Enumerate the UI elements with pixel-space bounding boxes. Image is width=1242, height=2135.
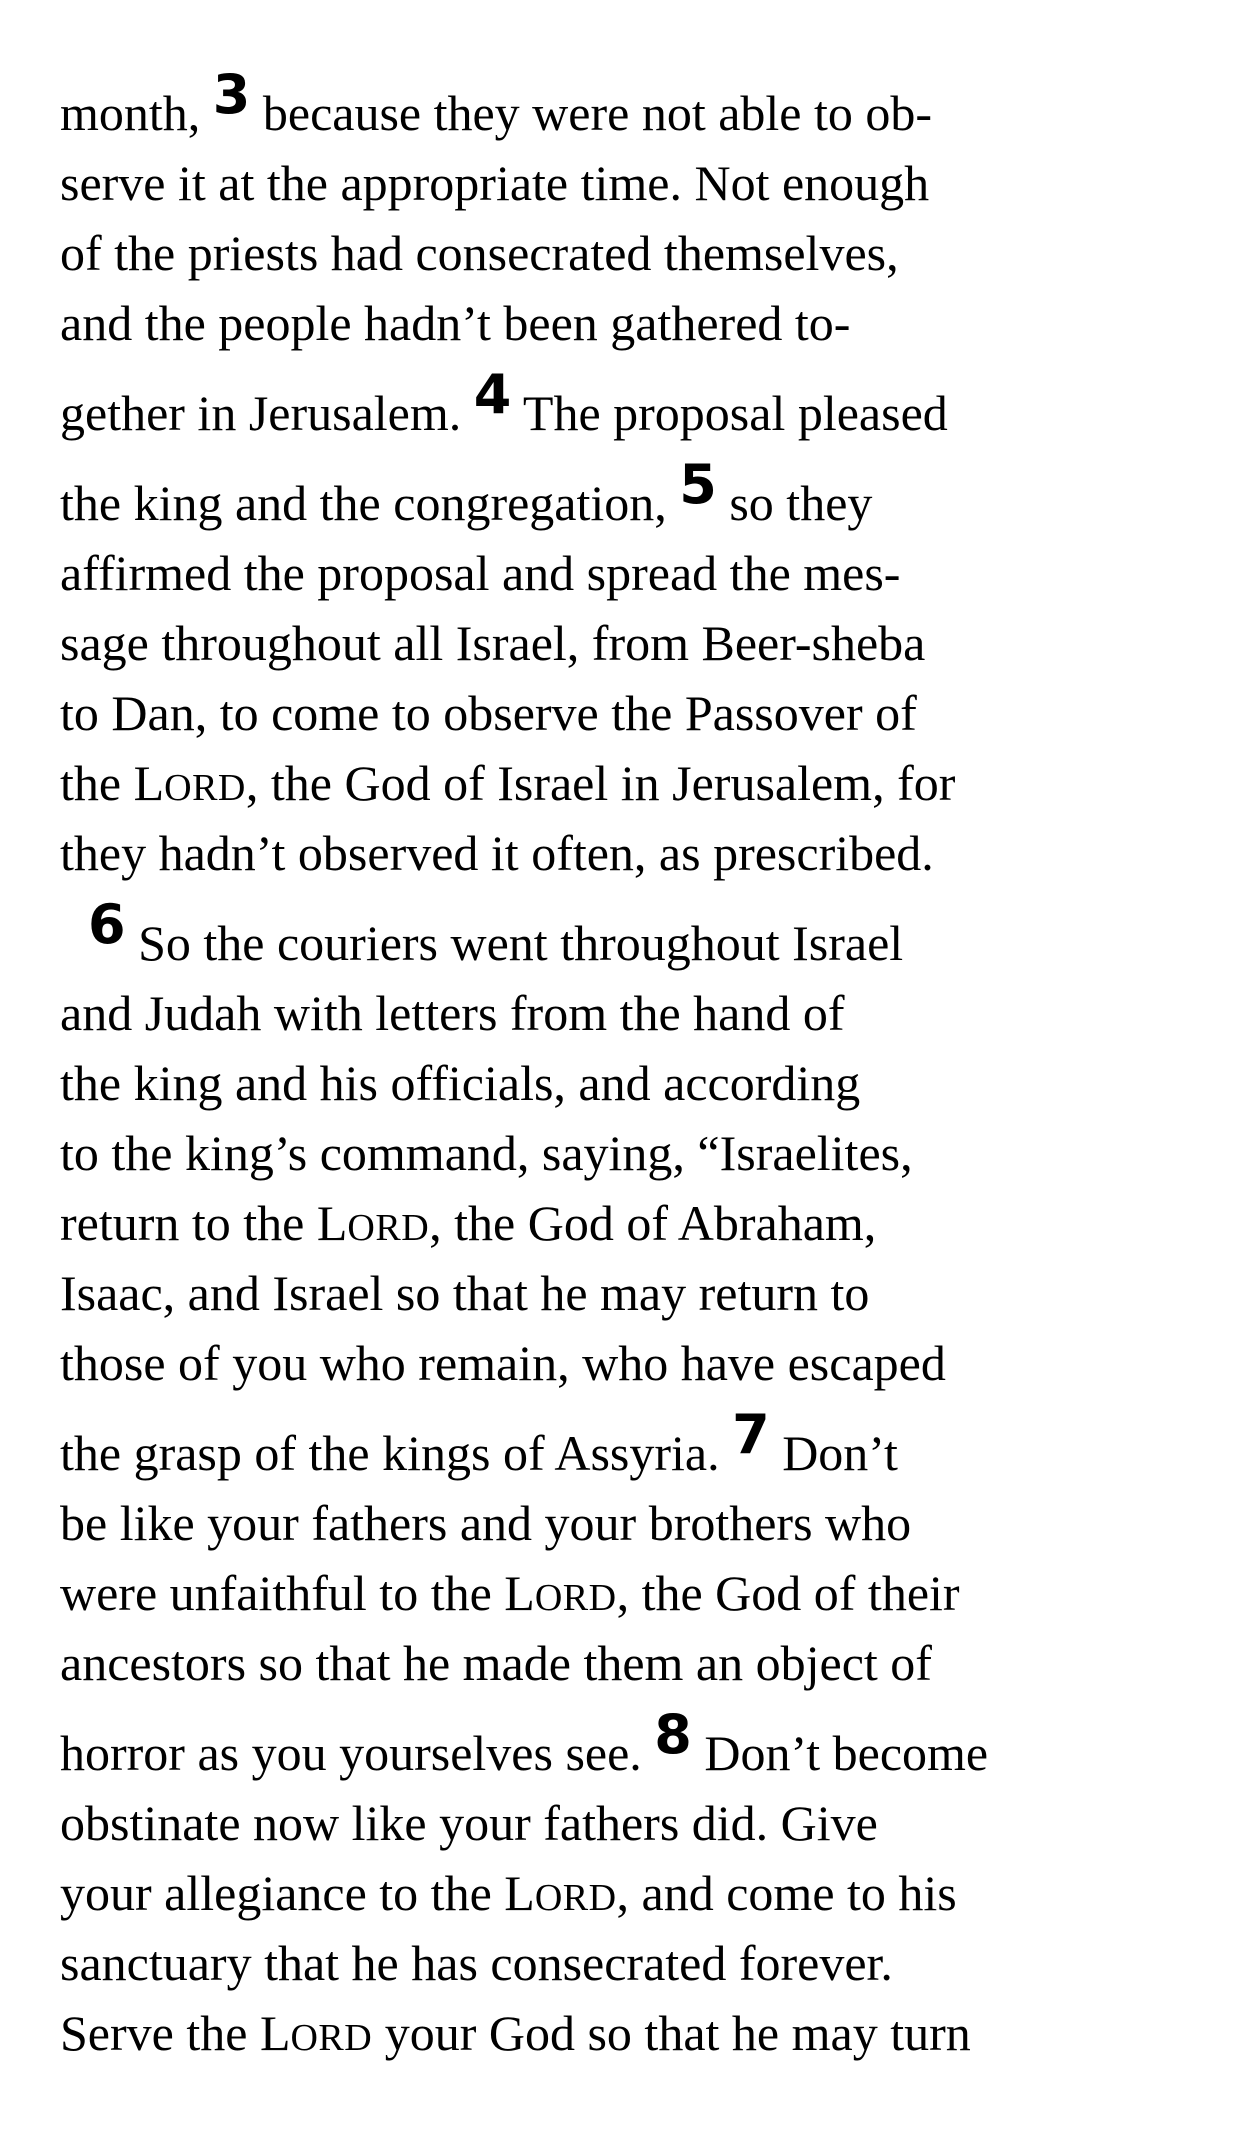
verse-number: 6 (88, 893, 126, 956)
divine-name-smallcaps: LORD (504, 1565, 617, 1621)
text-run: so they (716, 475, 873, 531)
verse-number: 7 (732, 1403, 770, 1466)
text-line (60, 1328, 1190, 1398)
text-run: The proposal pleased (511, 385, 948, 441)
text-run: and Judah with letters from the hand of (60, 985, 845, 1041)
divine-name-smallcaps: LORD (133, 755, 246, 811)
text-line (60, 1788, 1190, 1858)
text-run: Isaac, and Israel so that he may return to (60, 1265, 870, 1321)
text-run: the grasp of the kings of Assyria. (60, 1425, 733, 1481)
text-run: the king and the congregation, (60, 475, 680, 531)
verse-number: 4 (473, 363, 512, 426)
text-run: , and come to his (616, 1865, 957, 1921)
text-run: your God so that he may turn (372, 2005, 971, 2061)
text-run: month, (60, 85, 213, 141)
divine-name-smallcaps-tail: ORD (534, 1877, 617, 1919)
divine-name-smallcaps: LORD (504, 1865, 617, 1921)
text-line (60, 1488, 1190, 1558)
text-run: the (60, 755, 134, 811)
divine-name-smallcaps: LORD (316, 1195, 430, 1251)
text-run: Don’t become (691, 1725, 989, 1781)
text-line (60, 1928, 1190, 1998)
text-run: of the priests had consecrated themselves, (60, 225, 899, 281)
text-run: to the king’s command, saying, “Israelites, (60, 1125, 913, 1181)
text-run: horror as you yourselves see. (60, 1725, 655, 1781)
text-line (60, 1628, 1190, 1698)
text-run: were unfaithful to the (60, 1565, 505, 1621)
text-line (60, 453, 1190, 538)
text-line (60, 148, 1190, 218)
text-line (60, 1403, 1190, 1488)
text-run: sage throughout all Israel, from Beer-sheba (60, 615, 926, 671)
text-line (60, 1858, 1190, 1928)
text-run: Don’t (769, 1425, 898, 1481)
verse-number: 3 (212, 63, 251, 126)
text-line (60, 818, 1190, 888)
text-line (60, 288, 1190, 358)
text-line (60, 1558, 1190, 1628)
text-line (60, 1998, 1190, 2068)
text-line (60, 1048, 1190, 1118)
text-run: the king and his officials, and according (60, 1055, 861, 1111)
text-line (60, 63, 1190, 148)
text-run: , the God of Abraham, (429, 1195, 877, 1251)
text-run: affirmed the proposal and spread the mes- (60, 545, 901, 601)
text-run: because they were not able to ob- (250, 85, 933, 141)
divine-name-smallcaps-tail: ORD (290, 2017, 373, 2059)
text-line (60, 608, 1190, 678)
text-run: they hadn’t observed it often, as prescribed. (60, 825, 934, 881)
text-run: obstinate now like your fathers did. Give (60, 1795, 878, 1851)
divine-name-smallcaps: LORD (259, 2005, 373, 2061)
text-line (60, 893, 1190, 978)
text-line (60, 218, 1190, 288)
text-line (60, 1188, 1190, 1258)
text-run: serve it at the appropriate time. Not enough (60, 155, 930, 211)
text-run: sanctuary that he has consecrated forever. (60, 1935, 893, 1991)
text-line (60, 363, 1190, 448)
text-run: be like your fathers and your brothers who (60, 1495, 912, 1551)
text-run: ancestors so that he made them an object of (60, 1635, 932, 1691)
text-line (60, 978, 1190, 1048)
divine-name-smallcaps-tail: ORD (164, 767, 246, 809)
text-line (60, 1258, 1190, 1328)
verse-number: 8 (654, 1703, 692, 1766)
text-column (60, 63, 1190, 2068)
text-run: your allegiance to the (60, 1865, 505, 1921)
text-run: and the people hadn’t been gathered to- (60, 295, 851, 351)
divine-name-smallcaps-tail: ORD (347, 1207, 430, 1249)
text-run: , the God of Israel in Jerusalem, for (245, 755, 956, 811)
text-line (60, 1703, 1190, 1788)
text-run: return to the (60, 1195, 317, 1251)
text-run: , the God of their (616, 1565, 960, 1621)
text-line (60, 748, 1190, 818)
text-line (60, 678, 1190, 748)
text-run: those of you who remain, who have escaped (60, 1335, 946, 1391)
divine-name-smallcaps-tail: ORD (534, 1577, 617, 1619)
verse-number: 5 (679, 453, 717, 516)
text-run: So the couriers went throughout Israel (125, 915, 904, 971)
text-line (60, 538, 1190, 608)
text-run: gether in Jerusalem. (60, 385, 474, 441)
text-run: Serve the (60, 2005, 260, 2061)
text-run: to Dan, to come to observe the Passover of (60, 685, 917, 741)
text-line (60, 1118, 1190, 1188)
